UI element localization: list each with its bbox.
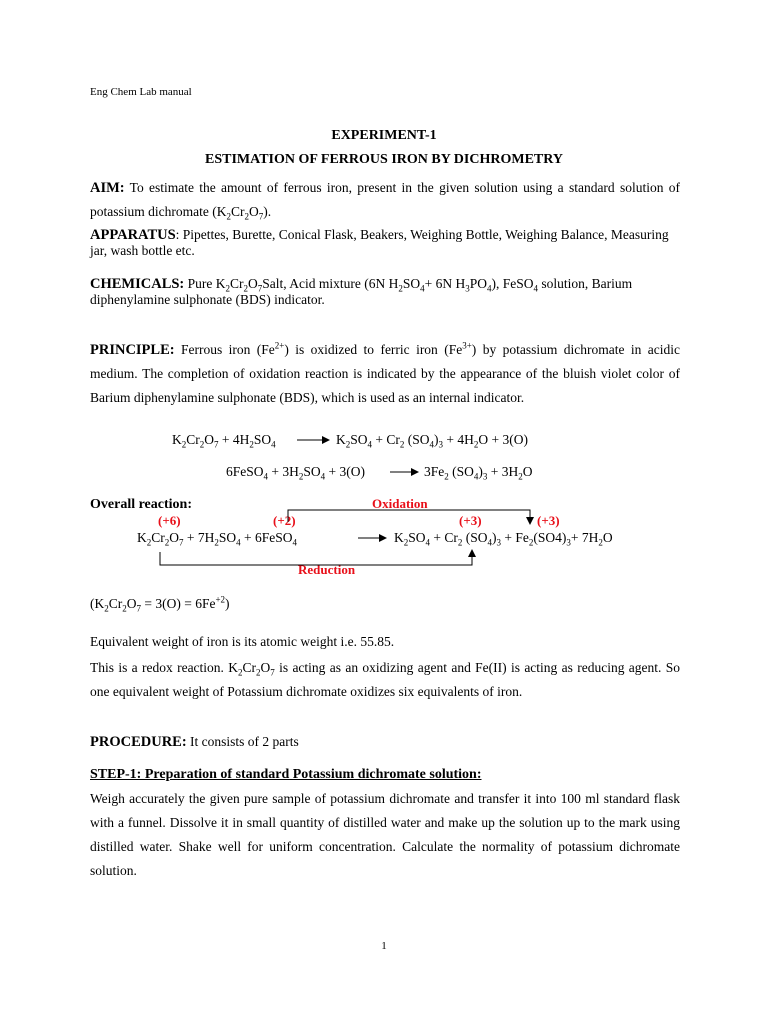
apparatus-text: : Pipettes, Burette, Conical Flask, Beakers, Weighing Bottle, Weighing Balance, Measuring jar, wash bottle etc.: [90, 227, 669, 258]
step-1-paragraph: Weigh accurately the given pure sample of potassium dichromate and transfer it into 100 ml standard flask with a funnel. Dissolve it in small quantity of distilled water and make up the solution up to the mark using distilled water. Shake well for uniform concentration. Calculate the normality of potassium dichromate solution.: [90, 791, 680, 878]
oxidation-bracket: [288, 510, 530, 524]
experiment-name: ESTIMATION OF FERROUS IRON BY DICHROMETRY: [205, 152, 563, 167]
procedure-text: It consists of 2 parts: [186, 734, 299, 749]
procedure-label: PROCEDURE:: [90, 734, 187, 750]
principle-label: PRINCIPLE:: [90, 342, 175, 358]
page-number: 1: [381, 940, 387, 952]
apparatus-label: APPARATUS: [90, 227, 176, 243]
step-1-heading: STEP-1: Preparation of standard Potassium dichromate solution:: [90, 767, 482, 782]
principle-paragraph: PRINCIPLE: Ferrous iron $(Fe^{2+})$ is oxidized to ferric iron $(Fe^{3+})$ by potassium dichromate in acidic medium. The completion of oxidation reaction is indicated by the appearance of the bluish violet color of Barium diphenylamine sulphonate (BDS), which is used as an internal indicator.: [90, 340, 680, 405]
ox-state-cr-reactant: (+6): [158, 513, 181, 528]
running-header: Eng Chem Lab manual: [90, 86, 192, 98]
chemicals-paragraph: CHEMICALS: Pure $K_2Cr_2O_7Salt$, Acid mixture (6N $H_2SO_4+ 6N$ $H_3PO_4$), FeSO$_4$ solution, Barium diphenylamine sulphonate (BDS) indicator.: [90, 276, 633, 307]
experiment-title: EXPERIMENT-1: [331, 128, 437, 143]
equation-1-reactants: $K_2Cr_2O_7 + 4H_2SO_4$: [172, 432, 276, 450]
chemicals-label: CHEMICALS:: [90, 276, 185, 292]
equation-1-products: $K_2SO_4 + Cr_2$ $(SO_4)_3 + 4H_2O + 3(O)$: [336, 432, 529, 450]
overall-products: $K_2SO_4 + Cr_2$ $(SO_4)_3 + Fe_2(SO4)_3+ 7H_2O$: [394, 530, 613, 548]
aim-label: AIM:: [90, 180, 125, 196]
overall-reactants: $K_2Cr_2O_7 + 7H_2SO_4$ + 6FeSO$_4$: [137, 530, 298, 548]
aim-paragraph: AIM: To estimate the amount of ferrous iron, present in the given solution using a standard solution of potassium dichromate $(K_2Cr_2O_7)$.: [90, 180, 680, 222]
oxidation-label: Oxidation: [372, 496, 428, 511]
dichromate-relation: $(K_2Cr_2O_7 = 3(O) = 6Fe^{+2})$: [90, 594, 230, 614]
redox-paragraph: This is a redox reaction. $K_2Cr_2O_7$ is acting as an oxidizing agent and Fe(II) is acting as reducing agent. So one equivalent weight of Potassium dichromate oxidizes six equivalents of iron.: [90, 660, 680, 699]
procedure-line: [90, 734, 299, 751]
overall-reaction-label: Overall reaction:: [90, 497, 192, 512]
ox-state-fe-product: (+3): [537, 513, 560, 528]
reduction-label: Reduction: [298, 562, 356, 577]
ox-state-fe-reactant: (+2): [273, 513, 296, 528]
equation-2-products: $3Fe_2$ $(SO_4)_3 + 3H_2O$: [424, 464, 533, 482]
aim-text: To estimate the amount of ferrous iron, present in the given solution using a standard solution of potassium dichromate (K: [90, 180, 680, 219]
equivalent-weight-line: Equivalent weight of iron is its atomic weight i.e. 55.85.: [90, 634, 395, 649]
equation-2-reactants: 6FeSO$_4$ + $3H_2SO_4 + 3(O)$: [226, 464, 366, 482]
reduction-bracket: [160, 550, 472, 565]
ox-state-cr-product: (+3): [459, 513, 482, 528]
